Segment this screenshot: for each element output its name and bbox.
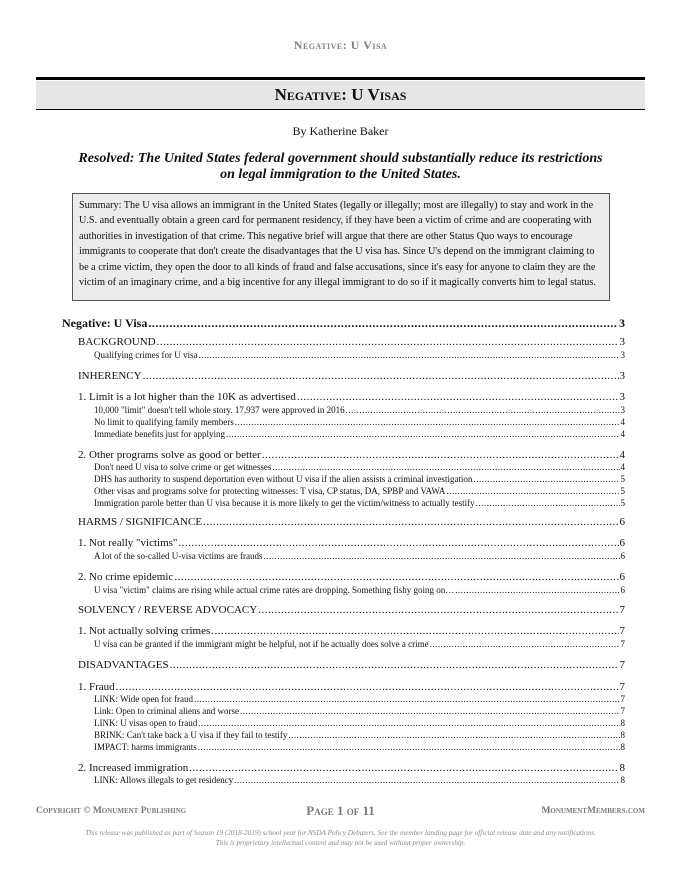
toc-leader-dots <box>262 449 619 461</box>
toc-entry-page: 7 <box>619 659 625 671</box>
toc-entry-title: LINK: Allows illegals to get residency <box>94 775 234 785</box>
toc-entry-page: 8 <box>619 762 625 774</box>
toc-leader-dots <box>116 681 619 693</box>
toc-entry[interactable] <box>78 516 625 528</box>
toc-entry-title: SOLVENCY / REVERSE ADVOCACY <box>78 604 258 616</box>
toc-leader-dots <box>178 537 618 549</box>
toc-entry-page: 7 <box>620 694 625 704</box>
toc-leader-dots <box>203 516 618 528</box>
toc-entry[interactable] <box>94 417 625 427</box>
toc-leader-dots <box>194 694 620 704</box>
toc-entry-page: 8 <box>620 742 625 752</box>
toc-entry-title: Don't need U visa to solve crime or get witnesses <box>94 462 272 472</box>
toc-leader-dots <box>198 742 620 752</box>
toc-entry-page: 4 <box>620 429 625 439</box>
toc-leader-dots <box>258 604 618 616</box>
toc-entry-title: 10,000 "limit" doesn't tell whole story. 17,937 were approved in 2016 <box>94 405 345 415</box>
toc-leader-dots <box>473 474 619 484</box>
toc-leader-dots <box>455 585 619 595</box>
toc-entry[interactable] <box>94 639 625 649</box>
toc-entry-page: 6 <box>620 551 625 561</box>
toc-entry-title: Negative: U Visa <box>62 316 148 330</box>
toc-entry-page: 6 <box>619 537 625 549</box>
footer-website: MonumentMembers.com <box>541 806 645 816</box>
toc-entry-page: 6 <box>619 571 625 583</box>
toc-entry-title: Immigration parole better than U visa because it is more likely to get the victim/witness to actually testify <box>94 498 475 508</box>
toc-leader-dots <box>189 762 618 774</box>
toc-entry-title: No limit to qualifying family members <box>94 417 234 427</box>
toc-entry-title: 1. Limit is a lot higher than the 10K as advertised <box>78 391 296 403</box>
byline: By Katherine Baker <box>292 124 389 138</box>
toc-leader-dots <box>297 391 619 403</box>
toc-entry[interactable] <box>78 370 625 382</box>
toc-leader-dots <box>263 551 619 561</box>
toc-entry-page: 4 <box>620 462 625 472</box>
disclaimer-line-1: This release was published as part of Season 19 (2018-2019) school year for NSDA Policy Debaters. See the member landing page for official release date and any notifications. <box>85 829 596 837</box>
summary-box: Summary: The U visa allows an immigrant in the United States (legally or illegally; most are illegally) to stay and work in the U.S. and eventually obtain a green card for permanent residency, if they have been a victim of crime and are cooperating with authorities in investigation of that crime. This negative brief will argue that there are other Status Quo ways to encourage immigrants to cooperate that don't create the disadvantages that the U visa has. Since U's depend on the immigrant claiming to be a crime victim, they open the door to all kinds of fraud and false accusations, since it's easy for anyone to claim they are the victim of an imaginary crime, and a big incentive for any illegal immigrant to do so if it magically converts him to legal status. <box>72 193 610 301</box>
toc-entry-title: LINK: Wide open for fraud <box>94 694 193 704</box>
toc-entry[interactable] <box>78 681 625 693</box>
toc-leader-dots <box>234 775 619 785</box>
footer-disclaimer <box>0 828 681 848</box>
toc-entry-page: 3 <box>619 336 625 348</box>
toc-leader-dots <box>272 462 619 472</box>
toc-leader-dots <box>446 486 619 496</box>
document-title: Negative: U Visas <box>36 81 645 110</box>
toc-entry[interactable] <box>78 391 625 403</box>
toc-entry[interactable] <box>78 762 625 774</box>
toc-entry-page: 4 <box>620 417 625 427</box>
toc-entry-page: 8 <box>620 718 625 728</box>
toc-entry[interactable] <box>94 775 625 785</box>
toc-entry-title: Link: Open to criminal aliens and worse <box>94 706 239 716</box>
toc-entry-page: 5 <box>620 474 625 484</box>
toc-entry-page: 8 <box>620 730 625 740</box>
toc-entry-title: INHERENCY <box>78 370 142 382</box>
toc-entry[interactable] <box>94 585 625 595</box>
toc-entry-page: 6 <box>619 516 625 528</box>
toc-leader-dots <box>143 370 619 382</box>
toc-entry-page: 5 <box>620 498 625 508</box>
toc-leader-dots <box>211 625 618 637</box>
toc-entry[interactable] <box>94 405 625 415</box>
toc-entry-page: 4 <box>619 449 625 461</box>
toc-entry[interactable] <box>78 625 625 637</box>
toc-leader-dots <box>198 350 619 360</box>
toc-leader-dots <box>430 639 620 649</box>
toc-entry-title: Qualifying crimes for U visa <box>94 350 198 360</box>
toc-entry-page: 3 <box>619 316 625 330</box>
toc-entry-title: DISADVANTAGES <box>78 659 169 671</box>
toc-entry[interactable] <box>78 336 625 348</box>
toc-entry[interactable] <box>78 571 625 583</box>
toc-leader-dots <box>235 417 620 427</box>
toc-entry[interactable] <box>78 537 625 549</box>
toc-entry-title: HARMS / SIGNIFICANCE <box>78 516 203 528</box>
toc-entry-title: IMPACT: harms immigrants <box>94 742 197 752</box>
toc-entry-page: 5 <box>620 486 625 496</box>
toc-entry[interactable] <box>94 551 625 561</box>
toc-leader-dots <box>174 571 618 583</box>
toc-leader-dots <box>288 730 619 740</box>
toc-entry[interactable] <box>94 474 625 484</box>
toc-entry[interactable] <box>78 659 625 671</box>
toc-entry[interactable] <box>94 498 625 508</box>
toc-leader-dots <box>170 659 619 671</box>
toc-entry[interactable] <box>62 316 625 331</box>
footer-copyright: Copyright © Monument Publishing <box>36 806 187 816</box>
toc-leader-dots <box>476 498 620 508</box>
toc-entry-page: 3 <box>620 405 625 415</box>
toc-entry-title: 1. Not actually solving crimes <box>78 625 211 637</box>
disclaimer-line-2: This is proprietary intellectual content and may not be used without proper ownership. <box>215 839 466 847</box>
toc-entry-title: BRINK: Can't take back a U visa if they fail to testify <box>94 730 288 740</box>
toc-entry[interactable] <box>78 449 625 461</box>
toc-entry-title: 1. Not really "victims" <box>78 537 178 549</box>
toc-entry-title: 2. No crime epidemic <box>78 571 174 583</box>
toc-entry-title: Other visas and programs solve for protecting witnesses: T visa, CP status, DA, SPBP and VAWA <box>94 486 446 496</box>
toc-entry-page: 7 <box>620 639 625 649</box>
toc-entry-title: BACKGROUND <box>78 336 156 348</box>
toc-entry[interactable] <box>94 462 625 472</box>
toc-leader-dots <box>226 429 620 439</box>
toc-entry-page: 7 <box>620 706 625 716</box>
toc-entry-page: 3 <box>619 370 625 382</box>
toc-entry[interactable] <box>94 742 625 752</box>
toc-entry-title: Immediate benefits just for applying <box>94 429 225 439</box>
toc-entry[interactable] <box>94 350 625 360</box>
toc-entry-page: 6 <box>620 585 625 595</box>
title-rule <box>36 77 645 80</box>
toc-entry[interactable] <box>78 604 625 616</box>
toc-leader-dots <box>157 336 619 348</box>
toc-entry-title: 2. Increased immigration <box>78 762 189 774</box>
toc-entry-title: 2. Other programs solve as good or better <box>78 449 261 461</box>
toc-entry-page: 7 <box>619 681 625 693</box>
toc-entry-page: 8 <box>620 775 625 785</box>
toc-entry-page: 7 <box>619 604 625 616</box>
toc-leader-dots <box>240 706 620 716</box>
toc-entry[interactable] <box>94 694 625 704</box>
toc-entry[interactable] <box>94 718 625 728</box>
toc-entry[interactable] <box>94 429 625 439</box>
resolution: Resolved: The United States federal government should substantially reduce its restrictions on legal immigration to the United States. <box>78 151 603 182</box>
running-header: Negative: U Visa <box>293 38 388 52</box>
toc-entry-title: 1. Fraud <box>78 681 115 693</box>
toc-entry-page: 3 <box>619 391 625 403</box>
toc-leader-dots <box>148 316 618 331</box>
toc-entry-page: 3 <box>620 350 625 360</box>
toc-entry-page: 7 <box>619 625 625 637</box>
toc-entry-title: DHS has authority to suspend deportation even without U visa if the alien assists a criminal investigation <box>94 474 473 484</box>
toc-leader-dots <box>346 405 620 415</box>
toc-entry[interactable] <box>94 730 625 740</box>
toc-entry-title: U visa can be granted if the immigrant might be helpful, not if he actually does solve a crime <box>94 639 429 649</box>
toc-leader-dots <box>198 718 619 728</box>
footer-page-number: Page 1 of 11 <box>306 803 375 818</box>
toc-entry-title: U visa "victim" claims are rising while actual crime rates are dropping. Something fishy going on… <box>94 585 455 595</box>
toc-entry[interactable] <box>94 706 625 716</box>
toc-entry-title: A lot of the so-called U-visa victims are frauds <box>94 551 263 561</box>
toc-entry-title: LINK: U visas open to fraud <box>94 718 198 728</box>
toc-entry[interactable] <box>94 486 625 496</box>
